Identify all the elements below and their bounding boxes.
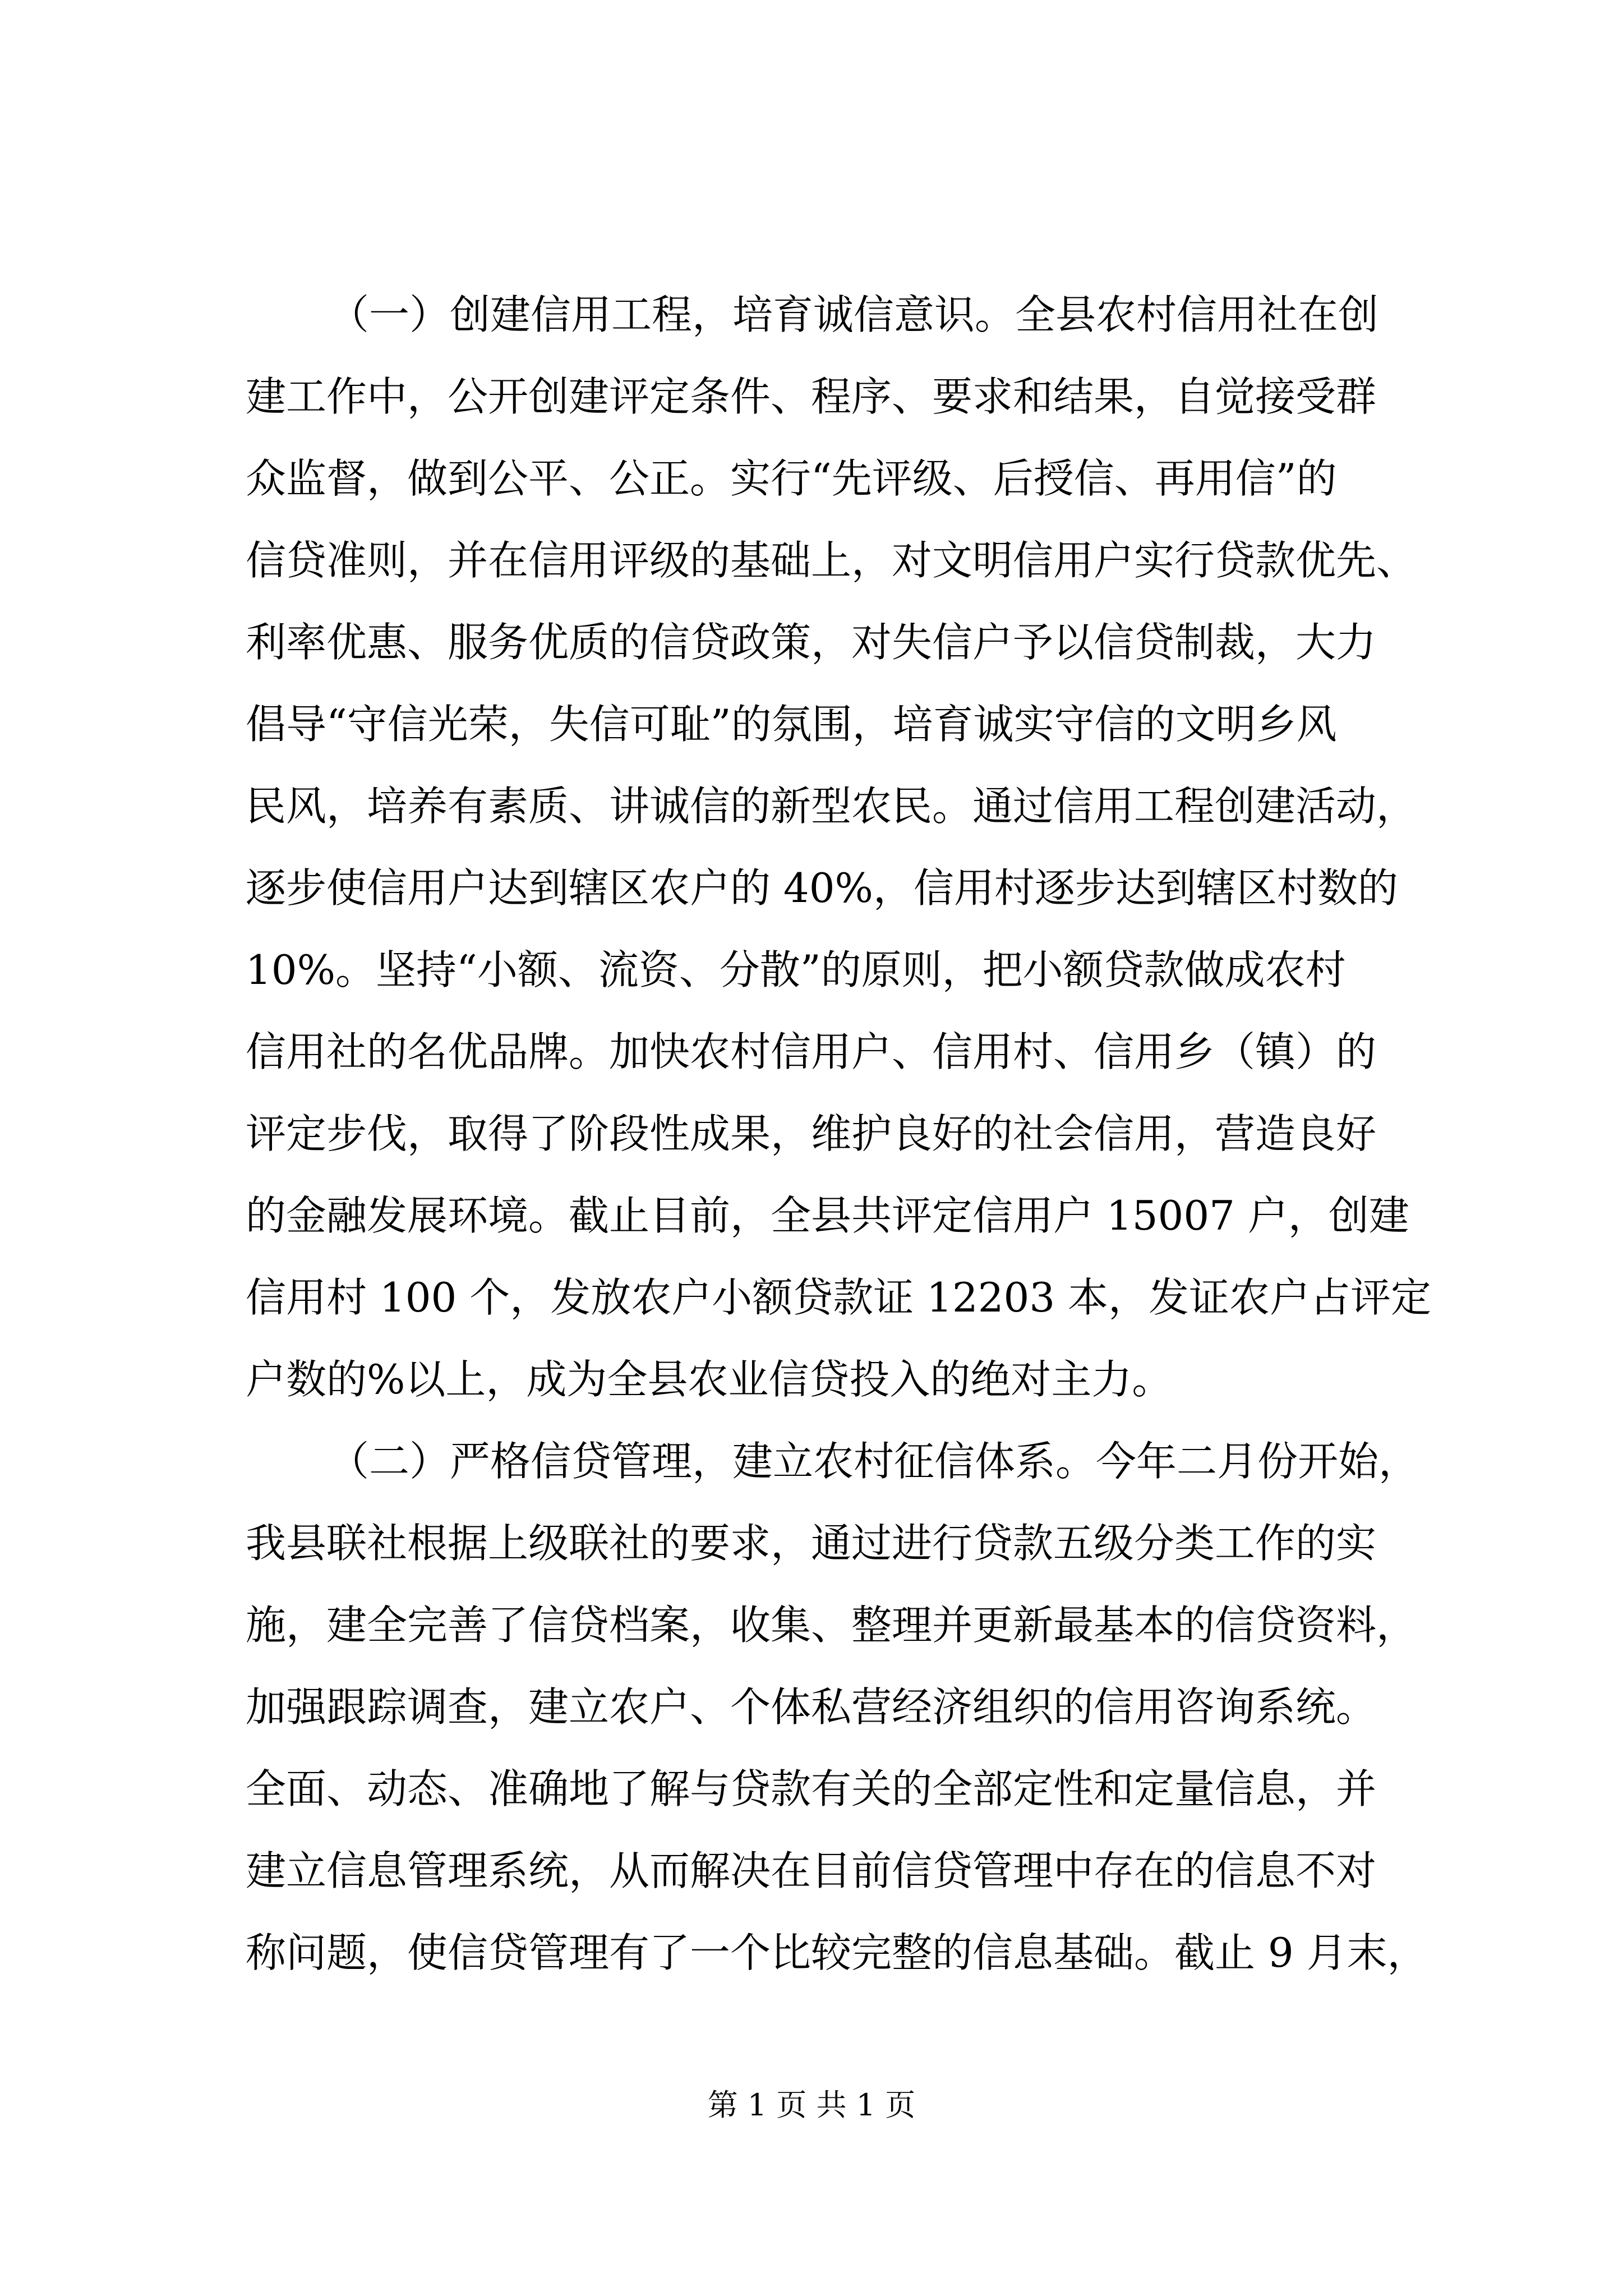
page-number-footer: 第 1 页 共 1 页 [707,2087,916,2123]
paragraph-1-line-12: 的金融发展环境。截止目前，全县共评定信用户 15007 户，创建 [246,1192,1409,1239]
paragraph-1-line-6: 倡导“守信光荣，失信可耻”的氛围，培育诚实守信的文明乡风 [246,701,1337,748]
paragraph-2-line-4: 加强跟踪调查，建立农户、个体私营经济组织的信用咨询系统。 [246,1683,1377,1731]
paragraph-1-line-5: 利率优惠、服务优质的信贷政策，对失信户予以信贷制裁，大力 [246,619,1377,666]
paragraph-1-line-13: 信用村 100 个，发放农户小额贷款证 12203 本，发证农户占评定 [246,1274,1432,1321]
paragraph-1-line-10: 信用社的名优品牌。加快农村信用户、信用村、信用乡（镇）的 [246,1028,1377,1075]
paragraph-2-line-3: 施，建全完善了信贷档案，收集、整理并更新最基本的信贷资料， [246,1602,1417,1649]
paragraph-2-line-7: 称问题，使信贷管理有了一个比较完整的信息基础。截止 9 月末， [246,1929,1428,1976]
paragraph-2-line-2: 我县联社根据上级联社的要求，通过进行贷款五级分类工作的实 [246,1520,1377,1567]
paragraph-2-line-6: 建立信息管理系统，从而解决在目前信贷管理中存在的信息不对 [246,1847,1377,1894]
paragraph-1-line-1: （一）创建信用工程，培育诚信意识。全县农村信用社在创 [329,291,1379,338]
paragraph-1-line-8: 逐步使信用户达到辖区农户的 40%，信用村逐步达到辖区村数的 [246,864,1398,912]
paragraph-1-line-7: 民风，培养有素质、讲诚信的新型农民。通过信用工程创建活动， [246,783,1417,830]
document-body [246,274,1432,1994]
paragraph-2-line-5: 全面、动态、准确地了解与贷款有关的全部定性和定量信息，并 [246,1765,1377,1812]
paragraph-1-line-2: 建工作中，公开创建评定条件、程序、要求和结果，自觉接受群 [246,373,1377,420]
paragraph-1-line-3: 众监督，做到公平、公正。实行“先评级、后授信、再用信”的 [246,455,1337,502]
paragraph-1-line-11: 评定步伐，取得了阶段性成果，维护良好的社会信用，营造良好 [246,1110,1377,1157]
paragraph-1-line-14: 户数的%以上，成为全县农业信贷投入的绝对主力。 [246,1356,1173,1403]
paragraph-1-line-9: 10%。坚持“小额、流资、分散”的原则，把小额贷款做成农村 [246,946,1346,993]
paragraph-1-line-4: 信贷准则，并在信用评级的基础上，对文明信用户实行贷款优先、 [246,537,1417,584]
paragraph-2-line-1: （二）严格信贷管理，建立农村征信体系。今年二月份开始， [329,1438,1419,1485]
